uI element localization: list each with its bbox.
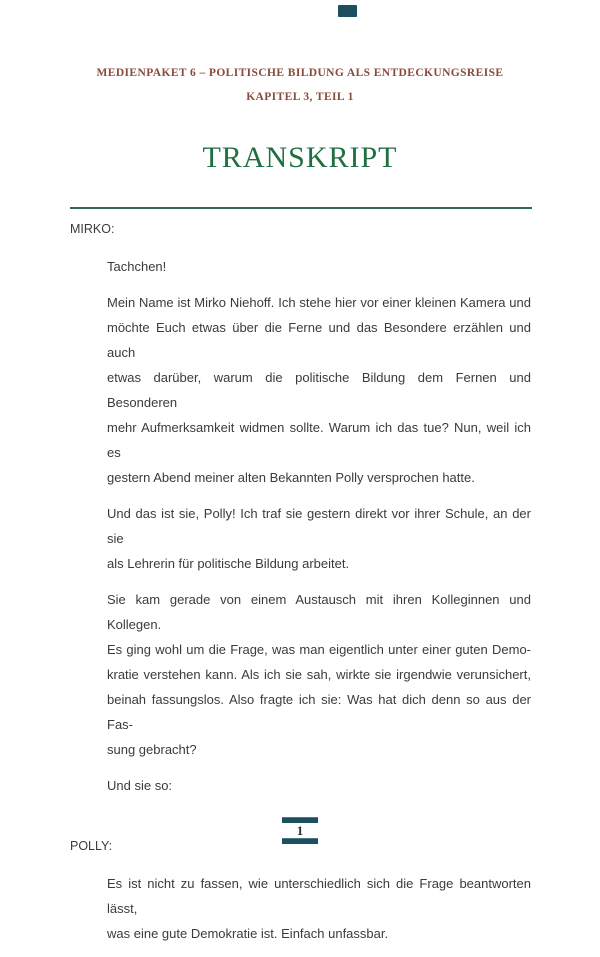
transcript-paragraph <box>107 501 531 576</box>
transcript-paragraph <box>107 773 531 798</box>
transcript-line: Es ging wohl um die Frage, was man eigentlich unter einer guten Demo- <box>107 642 531 657</box>
transcript-line: sung gebracht? <box>107 742 197 757</box>
header-line-2: KAPITEL 3, TEIL 1 <box>246 91 354 103</box>
transcript-line: was eine gute Demokratie ist. Einfach unfassbar. <box>107 926 389 941</box>
speaker-label: MIRKO: <box>70 222 115 236</box>
page-top-mark <box>338 5 357 17</box>
page-number-rule-bottom <box>282 838 318 844</box>
transcript-line: mehr Aufmerksamkeit widmen sollte. Warum ich das tue? Nun, weil ich es <box>107 420 531 460</box>
transcript-line: möchte Euch etwas über die Ferne und das Besondere erzählen und auch <box>107 320 531 360</box>
transcript-line: Tachchen! <box>107 259 167 274</box>
page-number-block <box>282 817 318 844</box>
transcript-line: beinah fassungslos. Also fragte ich sie: Was hat dich denn so aus der Fas- <box>107 692 531 732</box>
transcript-line: kratie verstehen kann. Als ich sie sah, wirkte sie irgendwie verunsichert, <box>107 667 531 682</box>
transcript-section <box>70 838 531 946</box>
transcript-line: gestern Abend meiner alten Bekannten Polly versprochen hatte. <box>107 470 475 485</box>
page-number: 1 <box>296 823 304 838</box>
transcript-line: Sie kam gerade von einem Austausch mit ihren Kolleginnen und Kollegen. <box>107 592 531 632</box>
transcript-paragraph <box>107 254 531 279</box>
transcript-line: Mein Name ist Mirko Niehoff. Ich stehe hier vor einer kleinen Kamera und <box>107 295 531 310</box>
transcript-paragraph <box>107 871 531 946</box>
document-header <box>0 66 600 104</box>
header-line-1: MEDIENPAKET 6 – POLITISCHE BILDUNG ALS ENTDECKUNGSREISE <box>96 67 504 79</box>
title-rule <box>70 207 532 209</box>
transcript-line: Es ist nicht zu fassen, wie unterschiedlich sich die Frage beantworten lässt, <box>107 876 531 916</box>
transcript-line: Und sie so: <box>107 778 173 793</box>
transcript-line: etwas darüber, warum die politische Bildung dem Fernen und Besonderen <box>107 370 531 410</box>
transcript-line: als Lehrerin für politische Bildung arbeitet. <box>107 556 350 571</box>
speaker-label: POLLY: <box>70 839 113 853</box>
transcript-line: Und das ist sie, Polly! Ich traf sie gestern direkt vor ihrer Schule, an der sie <box>107 506 531 546</box>
transcript <box>70 221 531 957</box>
page-title: TRANSKRIPT <box>202 141 398 174</box>
transcript-paragraph <box>107 290 531 490</box>
transcript-section <box>70 221 531 798</box>
transcript-paragraph <box>107 587 531 762</box>
